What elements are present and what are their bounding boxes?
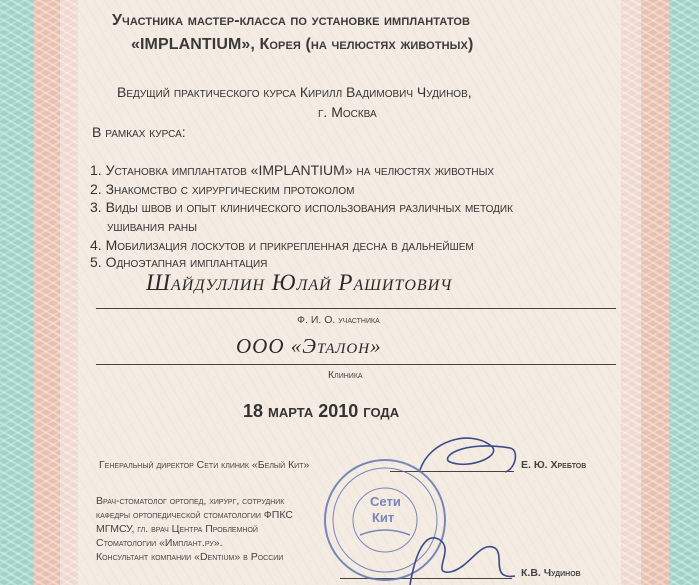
participant-caption: Ф. И. О. участника: [297, 314, 380, 326]
certificate-date: 18 марта 2010 года: [243, 401, 400, 421]
certificate-title-line1: Участника мастер-класса по установке имплантатов: [112, 12, 471, 29]
lecturer-line-2: кафедры ортопедической стоматологии ФПКС: [96, 509, 293, 521]
course-lead-line1: Ведущий практического курса Кирилл Вадимович Чудинов,: [117, 84, 472, 100]
certificate-title-line2-text: «IMPLANTIUM», Корея (на челюстях животных): [131, 36, 474, 53]
clinic-caption: Клиника: [328, 369, 363, 381]
stamp-text-2: Кит: [372, 510, 395, 525]
lecturer-name: К.В. Чудинов: [521, 567, 581, 579]
director-name: Е. Ю. Хребтов: [521, 459, 587, 471]
course-item-1: 1. Установка имплантатов «IMPLANTIUM» на челюстях животных: [90, 162, 495, 178]
lecturer-line-3: МГМСУ, гл. врач Центра Проблемной: [96, 523, 258, 535]
course-item-5: 5. Одноэтапная имплантация: [90, 254, 268, 270]
director-role: Генеральный директор Сети клиник «Белый Кит»: [99, 459, 310, 471]
course-item-2: 2. Знакомство с хирургическим протоколом: [90, 181, 355, 197]
lecturer-line-1: Врач-стоматолог ортопед, хирург, сотрудник: [96, 495, 285, 507]
lecturer-signature: [410, 538, 515, 585]
lecturer-line-4: Стоматологии «Имплант.ру».: [96, 537, 223, 549]
course-item-4: 4. Мобилизация лоскутов и прикрепленная десна в дальнейшем: [90, 237, 474, 253]
course-lead-line2: г. Москва: [318, 104, 377, 120]
course-intro: В рамках курса:: [92, 124, 186, 140]
lecturer-line-5: Консультант компании «Dentium» в России: [96, 551, 284, 563]
director-signature: [420, 438, 515, 472]
clinic-name: ООО «Эталон»: [236, 334, 382, 358]
stamp-text-1: Сети: [370, 494, 401, 509]
course-item-3-cont: ушивания раны: [107, 218, 197, 234]
course-item-3: 3. Виды швов и опыт клинического использования различных методик: [90, 199, 513, 215]
clinic-stamp: [325, 460, 445, 580]
participant-name: Шайдуллин Юлай Рашитович: [146, 270, 453, 295]
